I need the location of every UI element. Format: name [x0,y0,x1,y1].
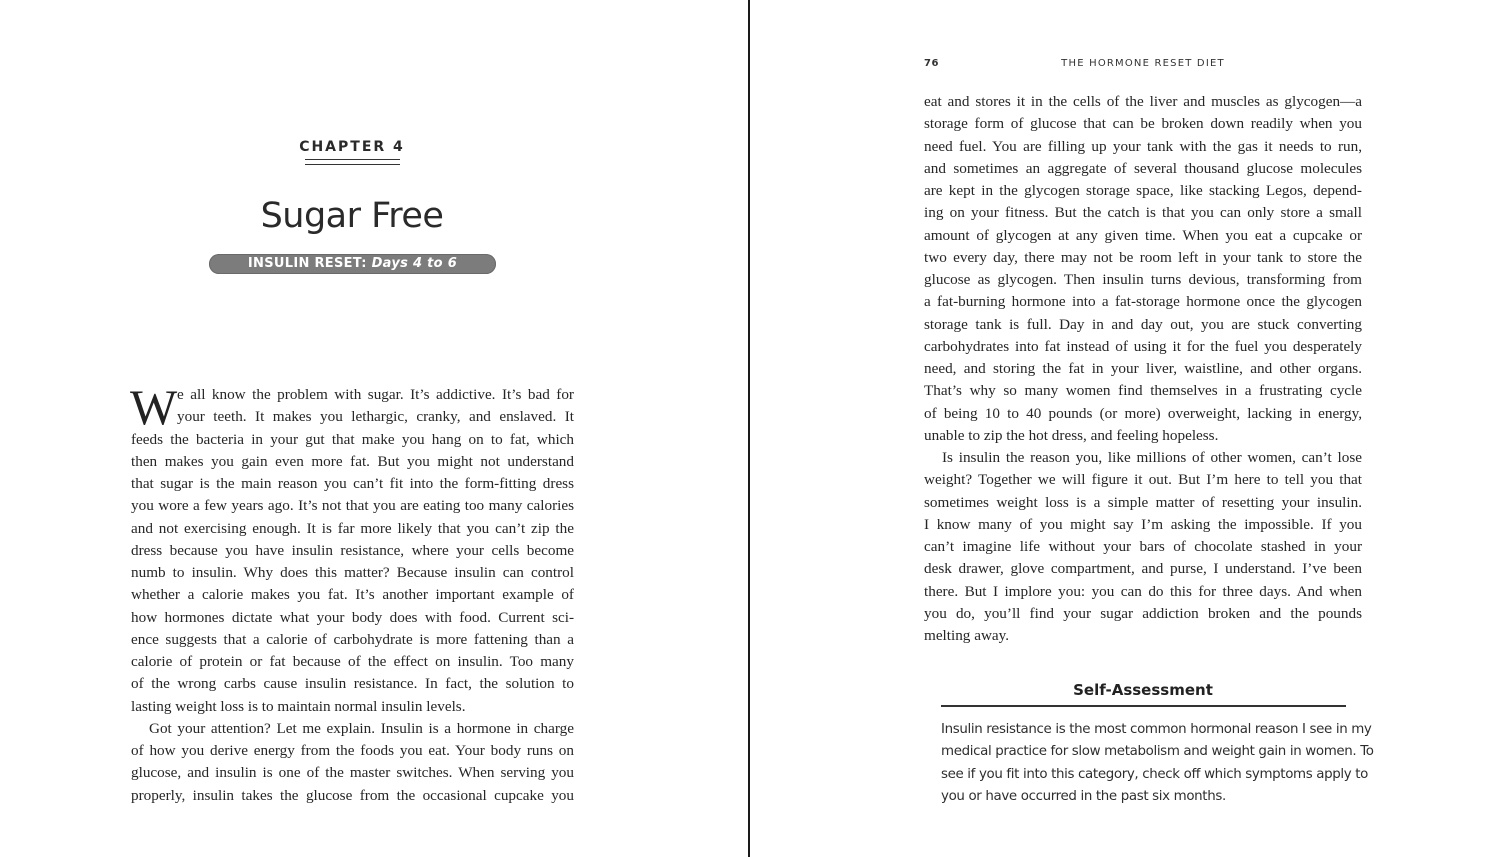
text-line: lasting weight loss is to maintain normal insulin levels. [131,697,466,715]
running-head-book-title: THE HORMONE RESET DIET [1061,58,1225,69]
page-gutter-divider [748,0,750,857]
text-line: your teeth. It makes you lethargic, cranky, and enslaved. It [177,408,574,426]
text-line: see if you fit into this category, check off which symptoms apply to [941,766,1369,782]
text-line: you or have occurred in the past six months. [941,788,1226,804]
text-line: a fat-burning hormone into a fat-storage hormone once the glycogen [924,293,1362,311]
text-line: need fuel. You are filling up your tank with the gas it needs to run, [924,137,1362,155]
page-number: 76 [924,58,939,69]
text-line: that sugar is the main reason you can’t fit into the form-fitting dress [131,475,574,492]
text-line: and not exercising enough. It is far more likely that you can’t zip the [131,519,574,537]
text-line: eat and stores it in the cells of the liver and muscles as glycogen—a [924,93,1362,110]
text-line: sometimes weight loss is a simple matter of resetting your insulin. [924,493,1362,511]
text-line: Got your attention? Let me explain. Insulin is a hormone in charge [149,719,574,737]
text-line: feeds the bacteria in your gut that make you hang on to fat, which [131,430,574,448]
text-line: That’s why so many women find themselves in a frustrating cycle [924,382,1362,400]
text-line: you do, you’ll find your sugar addiction broken and the pounds [924,604,1362,622]
text-line: properly, insulin takes the glucose from the occasional cupcake you [131,786,574,804]
opening-paragraph-start [130,379,574,435]
text-line: melting away. [924,627,1010,644]
text-line: glucose as glycogen. Then insulin turns devious, transforming from [924,271,1362,288]
text-line: you wore a few years ago. It’s not that you are eating too many calories [131,497,574,515]
text-line: e all know the problem with sugar. It’s addictive. It’s bad for [177,386,574,403]
text-line: are kept in the glycogen storage space, like stacking Legos, depend- [924,182,1362,199]
text-line: can’t imagine life without your bars of chocolate stashed in your [924,538,1362,555]
text-line: then makes you gain even more fat. But you might not understand [131,452,574,470]
self-assessment-text [941,719,1374,808]
insulin-reset-badge [209,254,496,274]
text-line: glucose, and insulin is one of the master switches. When serving you [131,764,574,782]
text-line: there. But I implore you: you can do this for three days. And when [924,582,1362,600]
text-line: unable to zip the hot dress, and feeling hopeless. [924,426,1219,444]
right-body-text [924,91,1362,647]
text-line: I know many of you might say I’m asking the impossible. If you [924,515,1362,533]
text-line: Is insulin the reason you, like millions of other women, can’t lose [942,449,1362,466]
text-line: medical practice for slow metabolism and weight gain in women. To [941,744,1374,760]
chapter-title: Sugar Free [260,196,444,236]
text-line: weight? Together we will figure it out. But I’m here to tell you that [924,471,1362,489]
self-assessment-title: Self-Assessment [1073,681,1213,699]
badge-days: Days 4 to 6 [371,256,458,271]
text-line: ence suggests that a calorie of carbohydrate is more fattening than a [131,630,574,648]
chapter-rule-bottom [305,164,400,165]
chapter-rule-top [305,159,400,160]
text-line: of being 10 to 40 pounds (or more) overweight, lacking in energy, [924,404,1362,422]
text-line: amount of glycogen at any given time. When you eat a cupcake or [924,226,1362,244]
badge-prefix: INSULIN RESET: [247,256,367,271]
text-line: of how you derive energy from the foods you eat. Your body runs on [131,742,574,759]
text-line: of the wrong carbs cause insulin resistance. In fact, the solution to [131,675,574,693]
text-line: desk drawer, glove compartment, and purse, I understand. I’ve been [924,560,1362,578]
self-assessment-rule [941,705,1346,707]
text-line: need, and storing the fat in your liver, waistline, and other organs. [924,360,1362,377]
text-line: and sometimes an aggregate of several thousand glucose molecules [924,159,1362,177]
text-line: two every day, there may not be room left in your tank to store the [924,248,1362,266]
text-line: calorie of protein or fat because of the effect on insulin. Too many [131,653,574,670]
text-line: how hormones dictate what your body does with food. Current sci- [131,608,574,626]
text-line: storage form of glucose that can be broken down readily when you [924,115,1362,133]
text-line: dress because you have insulin resistance, where your cells become [131,541,574,559]
left-page [0,0,749,857]
drop-cap: W [130,379,178,435]
text-line: Insulin resistance is the most common hormonal reason I see in my [941,722,1372,737]
text-line: carbohydrates into fat instead of using it for the fuel you desperately [924,337,1362,355]
text-line: storage tank is full. Day in and day out, you are stuck converting [924,315,1362,333]
chapter-label: CHAPTER 4 [299,139,405,155]
text-line: numb to insulin. Why does this matter? Because insulin can control [131,564,574,581]
text-line: ing on your fitness. But the catch is that you can only store a small [924,204,1362,222]
running-head [924,58,1362,72]
chapter-body-text [130,379,574,807]
text-line: whether a calorie makes you fat. It’s another important example of [131,586,574,604]
